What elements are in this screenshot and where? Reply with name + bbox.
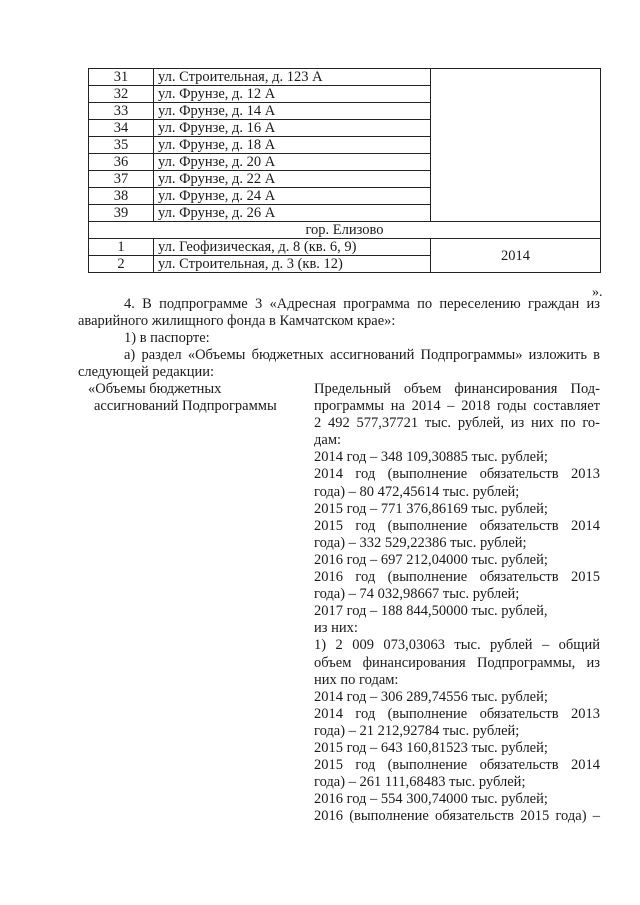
- row-address: ул. Фрунзе, д. 26 А: [154, 205, 431, 222]
- row-number: 37: [89, 171, 154, 188]
- budget-line: Предельный объем финансирования Под-: [314, 381, 600, 397]
- budget-line: дам:: [314, 432, 342, 449]
- budget-line: 2015 год (выполнение обязательств 2014: [314, 517, 600, 534]
- item-4-paragraph: 4. В подпрограмме 3 «Адресная программа по переселению граждан из аварийного жилищного фонда в Камчатском крае»:: [78, 296, 600, 329]
- row-address: ул. Фрунзе, д. 24 А: [154, 188, 431, 205]
- row-number: 39: [89, 205, 154, 222]
- budget-line: года) – 261 111,68483 тыс. рублей;: [314, 774, 526, 791]
- row-address: ул. Фрунзе, д. 22 А: [154, 171, 431, 188]
- budget-line: года) – 74 032,98667 тыс. рублей;: [314, 586, 520, 603]
- budget-line: 2014 год – 348 109,30885 тыс. рублей;: [314, 449, 548, 466]
- row-number: 1: [89, 239, 154, 256]
- budget-line: 2015 год – 643 160,81523 тыс. рублей;: [314, 739, 548, 756]
- row-number: 33: [89, 103, 154, 120]
- closing-quote: ».: [592, 285, 603, 300]
- budget-description: [314, 381, 600, 825]
- budget-label-line-2: ассигнований Подпрограммы: [94, 398, 277, 414]
- year-cell: 2014: [431, 239, 601, 273]
- budget-line: 2016 год (выполнение обязательств 2015: [314, 569, 600, 586]
- item-a-paragraph: а) раздел «Объемы бюджетных ассигнований Подпрограммы» изложить в следующей редакции:: [78, 347, 600, 380]
- table-row: [89, 222, 601, 239]
- row-address: ул. Фрунзе, д. 16 А: [154, 120, 431, 137]
- row-address: ул. Фрунзе, д. 20 А: [154, 154, 431, 171]
- row-address: ул. Фрунзе, д. 14 А: [154, 103, 431, 120]
- row-number: 38: [89, 188, 154, 205]
- empty-year-cell: [431, 69, 601, 222]
- budget-line: года) – 80 472,45614 тыс. рублей;: [314, 483, 520, 500]
- row-number: 2: [89, 256, 154, 273]
- budget-label: [88, 381, 288, 415]
- budget-line: 2014 год (выполнение обязательств 2013: [314, 705, 600, 722]
- budget-line: объем финансирования Подпрограммы, из: [314, 654, 600, 671]
- table-row: [89, 69, 601, 86]
- budget-line: 2016 год – 554 300,74000 тыс. рублей;: [314, 791, 548, 808]
- row-address: ул. Фрунзе, д. 12 А: [154, 86, 431, 103]
- row-number: 34: [89, 120, 154, 137]
- budget-line: 2016 год – 697 212,04000 тыс. рублей;: [314, 551, 548, 568]
- address-table: [88, 68, 601, 273]
- budget-line: 2 492 577,37721 тыс. рублей, из них по го-: [314, 415, 600, 432]
- table-row: [89, 239, 601, 256]
- row-address: ул. Строительная, д. 3 (кв. 12): [154, 256, 431, 273]
- budget-line: 2014 год (выполнение обязательств 2013: [314, 466, 600, 483]
- item-1-paragraph: 1) в паспорте:: [124, 330, 210, 346]
- budget-line: 2015 год – 771 376,86169 тыс. рублей;: [314, 500, 548, 517]
- budget-line: 2014 год – 306 289,74556 тыс. рублей;: [314, 688, 548, 705]
- budget-line: 1) 2 009 073,03063 тыс. рублей – общий: [314, 637, 600, 654]
- row-address: ул. Фрунзе, д. 18 А: [154, 137, 431, 154]
- row-address: ул. Геофизическая, д. 8 (кв. 6, 9): [154, 239, 431, 256]
- address-table-body: [89, 69, 601, 273]
- row-number: 36: [89, 154, 154, 171]
- budget-line: из них:: [314, 620, 358, 637]
- budget-line: программы на 2014 – 2018 годы составляет: [314, 398, 600, 415]
- row-number: 31: [89, 69, 154, 86]
- budget-line: них по годам:: [314, 671, 399, 688]
- budget-line: года) – 21 212,92784 тыс. рублей;: [314, 722, 520, 739]
- budget-line: года) – 332 529,22386 тыс. рублей;: [314, 534, 527, 551]
- budget-line: 2017 год – 188 844,50000 тыс. рублей,: [314, 603, 548, 620]
- row-address: ул. Строительная, д. 123 А: [154, 69, 431, 86]
- budget-line: 2016 (выполнение обязательств 2015 года) –: [314, 808, 600, 825]
- row-number: 35: [89, 137, 154, 154]
- row-number: 32: [89, 86, 154, 103]
- budget-label-line-1: «Объемы бюджетных: [88, 381, 222, 397]
- budget-line: 2015 год (выполнение обязательств 2014: [314, 757, 600, 774]
- city-header: гор. Елизово: [89, 222, 601, 239]
